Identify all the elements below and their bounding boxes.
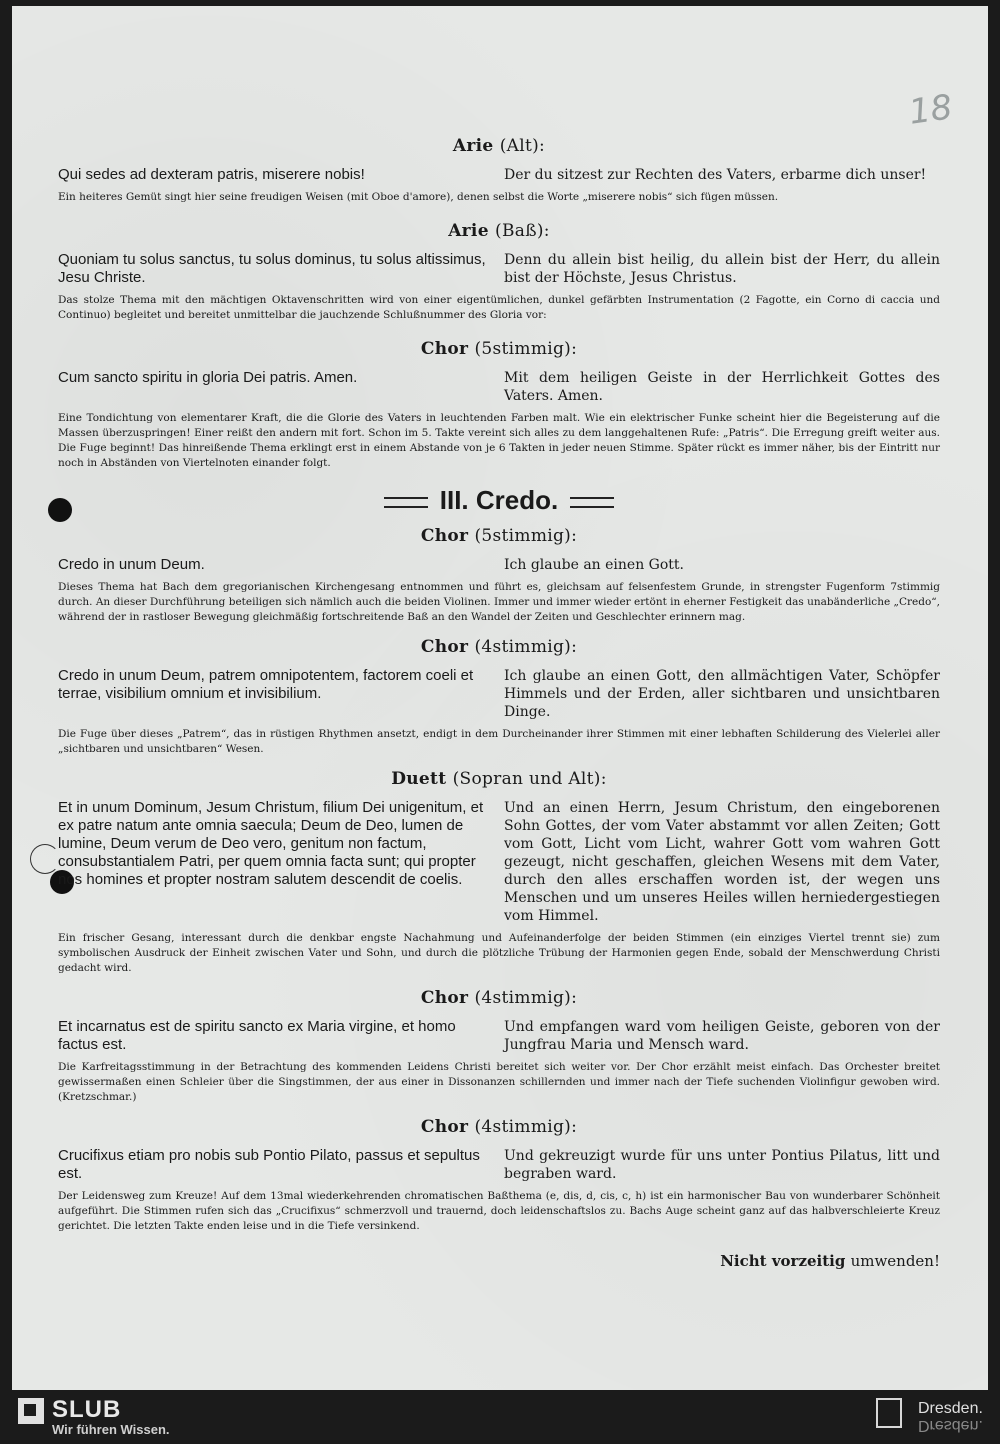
- slub-tagline: Wir führen Wissen.: [52, 1422, 170, 1437]
- block-heading: Chor (4stimmig):: [420, 988, 578, 1008]
- turn-page-notice: Nicht vorzeitig umwenden!: [720, 1252, 940, 1270]
- commentary: Eine Tondichtung von elementarer Kraft, die die Glorie des Vaters in leuchtenden Farben malt. Wie ein elektrischer Funke scheint hier die Begeisterung auf die Massen überzuspringen! Einer reißt den andern mit fort. Schon im 5. Takte vereint sich alles zu dem langgehaltenen Rufe: „Patris“. Die Erregung greift weiter aus. Die Fuge beginnt! Das hinreißende Thema erklingt erst in einem Abstande von je 6 Takten in jeder neuen Stimme. Später rückt es immer näher, bis der Eintritt nur noch in Abständen von Viertelnoten einander folgt.: [58, 412, 940, 469]
- block-heading: Arie (Alt):: [452, 136, 546, 156]
- block-heading: Arie (Baß):: [448, 221, 550, 241]
- german-text: Ich glaube an einen Gott.: [504, 557, 684, 573]
- german-text: Und an einen Herrn, Jesum Christum, den eingeborenen Sohn Gottes, der vom Vater abstammt vor allen Zeiten; Gott vom Gott, Licht vom Licht, wahrer Gott vom wahren Gott gezeugt, nicht geschaffen, gleichen Wesens mit dem Vater, durch den alles erschaffen worden ist, der wegen uns Menschen und um unseres Heiles willen herniedergestiegen vom Himmel.: [504, 800, 940, 924]
- block-heading: Chor (4stimmig):: [420, 1117, 578, 1137]
- text-row: [58, 556, 940, 574]
- latin-text: Quoniam tu solus sanctus, tu solus dominus, tu solus altissimus, Jesu Christe.: [58, 251, 486, 286]
- dresden-wordmark-reflection: Dresden.: [918, 1417, 983, 1434]
- block-incarnatus: [58, 988, 940, 1105]
- latin-text: Et in unum Dominum, Jesum Christum, filium Dei unigenitum, et ex patre natum ante omnia saecula; Deum de Deo, lumen de lumine, Deum verum de Deo vero, genitum non factum, consubstantialem Patri, per quem omnia facta sunt; qui propter nos homines et propter nostram salutem descendit de coelis.: [58, 799, 484, 888]
- document-page: [12, 6, 988, 1390]
- viewer-branding-bar: [0, 1390, 1000, 1444]
- commentary: Dieses Thema hat Bach dem gregorianischen Kirchengesang entnommen und führt es, gleichsam auf felsenfestem Grunde, in strengster Fugenform 7stimmig durch. An dieser Durchführung beteiligen sich nämlich auch die beiden Violinen. Immer und immer wieder ertönt in eherner Festigkeit das unabänderliche „Credo“, während der in rastloser Bewegung gleichmäßig fortschreitende Baß an den Wandel der Zeiten und Geschlechter erinnern mag.: [58, 581, 940, 623]
- latin-text: Credo in unum Deum.: [58, 556, 205, 573]
- slub-wordmark[interactable]: SLUB: [52, 1396, 122, 1423]
- handwritten-page-number: 18: [906, 87, 955, 133]
- title-rule-left: [384, 497, 428, 508]
- block-heading: Duett (Sopran und Alt):: [391, 769, 607, 789]
- block-arie-bass: [58, 221, 940, 323]
- block-heading: Chor (5stimmig):: [420, 339, 578, 359]
- block-chor-cum-sancto: [58, 339, 940, 471]
- slub-logo-icon[interactable]: [18, 1398, 44, 1424]
- german-text: Und empfangen ward vom heiligen Geiste, geboren von der Jungfrau Maria und Mensch ward.: [504, 1019, 940, 1053]
- german-text: Ich glaube an einen Gott, den allmächtigen Vater, Schöpfer Himmels und der Erden, aller sichtbaren und unsichtbaren Dinge.: [504, 668, 940, 720]
- title-rule-right: [570, 497, 614, 508]
- text-row: [58, 799, 940, 925]
- block-crucifixus: [58, 1117, 940, 1234]
- dresden-crest-icon[interactable]: [876, 1398, 902, 1428]
- commentary: Der Leidensweg zum Kreuze! Auf dem 13mal wiederkehrenden chromatischen Baßthema (e, dis, d, cis, c, h) ist ein harmonischer Bau von wunderbarer Schönheit aufgeführt. Die Stimmen rufen sich das „Crucifixus“ schmerzvoll und trauernd, doch leidenschaftslos zu. Bachs Auge scheint ganz auf das halbverschleierte Kreuz gerichtet. Die letzten Takte enden leise und in die Tiefe versinkend.: [58, 1190, 940, 1232]
- block-arie-alt: [58, 136, 940, 205]
- text-row: [58, 369, 940, 405]
- section-title: III. Credo.: [58, 485, 940, 516]
- program-notes: [58, 136, 940, 1270]
- commentary: Ein frischer Gesang, interessant durch die denkbar engste Nachahmung und Aufeinanderfolge der beiden Stimmen (ein einziges Viertel trennt sie) zum symbolischen Ausdruck der Einheit zwischen Vater und Sohn, und durch die plötzliche Trübung der Harmonien gegen Ende, sobald der Menschwerdung Christi gedacht wird.: [58, 932, 940, 974]
- commentary: Die Karfreitagsstimmung in der Betrachtung des kommenden Leidens Christi bereitet sich weiter vor. Der Chor erzählt meist einfach. Das Orchester breitet gewissermaßen einen Schleier über die Singstimmen, der aus einer in Dissonanzen schillernden und immer nach der Tiefe suchenden Violinfigur gewoben wird. (Kretzschmar.): [58, 1061, 940, 1103]
- block-credo-chor-4: [58, 637, 940, 757]
- latin-text: Qui sedes ad dexteram patris, miserere nobis!: [58, 166, 365, 183]
- block-credo-chor-5: [58, 526, 940, 625]
- block-heading: Chor (5stimmig):: [420, 526, 578, 546]
- latin-text: Crucifixus etiam pro nobis sub Pontio Pilato, passus et sepultus est.: [58, 1147, 480, 1182]
- text-row: [58, 166, 940, 184]
- text-row: [58, 251, 940, 287]
- commentary: Die Fuge über dieses „Patrem“, das in rüstigen Rhythmen ansetzt, endigt in dem Durcheinander ihrer Stimmen mit einer lebhaften Schilderung des Vielerlei aller „sichtbaren und unsichtbaren“ Wesen.: [58, 728, 940, 755]
- latin-text: Credo in unum Deum, patrem omnipotentem, factorem coeli et terrae, visibilium omnium et invisibilium.: [58, 667, 474, 702]
- punch-ring-mark: [30, 844, 60, 874]
- german-text: Der du sitzest zur Rechten des Vaters, erbarme dich unser!: [504, 167, 927, 183]
- text-row: [58, 1018, 940, 1054]
- text-row: [58, 667, 940, 721]
- latin-text: Cum sancto spiritu in gloria Dei patris. Amen.: [58, 369, 358, 386]
- dresden-wordmark[interactable]: Dresden.: [918, 1400, 983, 1417]
- text-row: [58, 1147, 940, 1183]
- german-text: Mit dem heiligen Geiste in der Herrlichkeit Gottes des Vaters. Amen.: [504, 370, 940, 404]
- block-duett: [58, 769, 940, 976]
- german-text: Denn du allein bist heilig, du allein bist der Herr, du allein bist der Höchste, Jesus Christus.: [504, 252, 940, 286]
- german-text: Und gekreuzigt wurde für uns unter Pontius Pilatus, litt und begraben ward.: [504, 1148, 940, 1182]
- latin-text: Et incarnatus est de spiritu sancto ex Maria virgine, et homo factus est.: [58, 1018, 456, 1053]
- commentary: Ein heiteres Gemüt singt hier seine freudigen Weisen (mit Oboe d'amore), denen selbst die Worte „miserere nobis“ sich fügen müssen.: [58, 191, 779, 203]
- commentary: Das stolze Thema mit den mächtigen Oktavenschritten wird von einer eigentümlichen, dunkel gefärbten Instrumentation (2 Fagotte, ein Corno di caccia und Continuo) begleitet und bereitet unmittelbar die jauchzende Schlußnummer des Gloria vor:: [58, 294, 940, 321]
- block-heading: Chor (4stimmig):: [420, 637, 578, 657]
